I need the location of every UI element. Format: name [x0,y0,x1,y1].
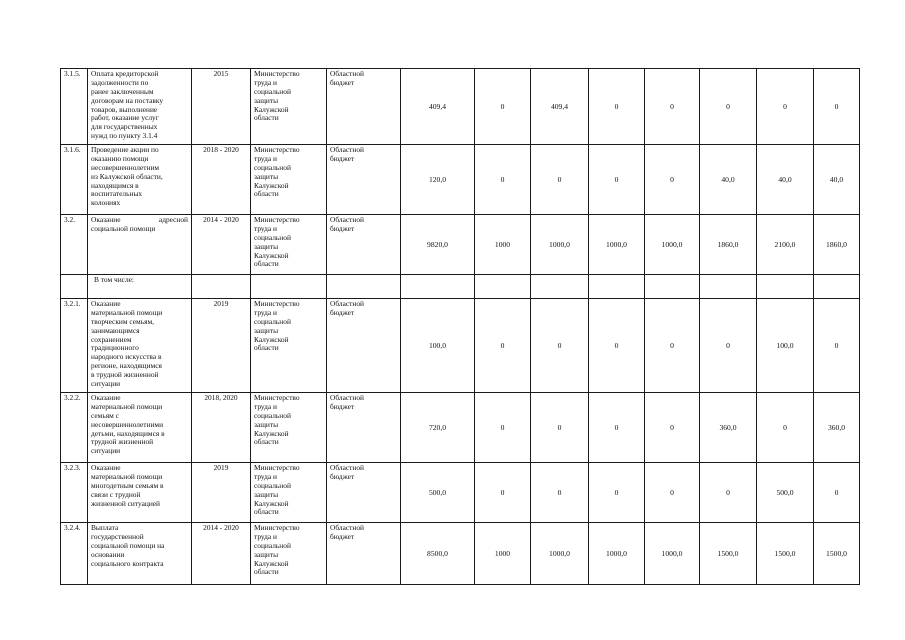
row-value: 1000,0 [531,215,589,275]
row-value: 0 [475,463,531,523]
row-funding-source: Областной бюджет [327,69,401,145]
row-value: 0 [475,299,531,393]
row-value-total: 120,0 [401,145,475,215]
row-code: 3.2.4. [61,523,88,585]
row-years: 2018, 2020 [192,393,251,463]
row-value: 0 [814,463,860,523]
row-funding-source: Областной бюджет [327,463,401,523]
row-value: 0 [589,393,645,463]
table-row [61,145,860,215]
row-code: 3.1.5. [61,69,88,145]
row-funding-source: Областной бюджет [327,523,401,585]
row-value-total: 9820,0 [401,215,475,275]
row-value: 0 [645,463,700,523]
table-row [61,393,860,463]
row-value: 0 [531,393,589,463]
row-value: 0 [475,393,531,463]
row-value: 0 [589,69,645,145]
table-row [61,463,860,523]
row-value-total: 100,0 [401,299,475,393]
empty-cell [61,275,88,299]
row-value: 100,0 [757,299,814,393]
row-value: 0 [645,69,700,145]
row-code: 3.2. [61,215,88,275]
row-value-total: 409,4 [401,69,475,145]
row-description: Оказание материальной помощи творческим семьям, занимающимся сохранением традиционного народного искусства в регионе, находящимся в трудной жизненной ситуации [88,299,192,393]
row-ministry: Министерство труда и социальной защиты Калужской области [251,69,327,145]
row-value: 0 [757,69,814,145]
row-code: 3.1.6. [61,145,88,215]
row-description: Оказание материальной помощи семьям с несовершеннолетними детьми, находящимся в трудной жизненной ситуации [88,393,192,463]
row-value: 500,0 [757,463,814,523]
row-value: 1000 [475,523,531,585]
table-row [61,299,860,393]
row-value: 1000,0 [645,523,700,585]
table-row [61,69,860,145]
empty-cell [645,275,700,299]
row-value: 1000,0 [645,215,700,275]
row-value: 0 [700,463,757,523]
row-value: 0 [589,299,645,393]
row-funding-source: Областной бюджет [327,299,401,393]
row-description: Оплата кредиторской задолженности по ранее заключенным договорам на поставку товаров, выполнение работ, оказание услуг для государственных нужд по пункту 3.1.4 [88,69,192,145]
subheader-label: В том числе: [88,275,192,299]
row-value: 0 [531,145,589,215]
row-value: 0 [645,299,700,393]
row-value-total: 500,0 [401,463,475,523]
row-years: 2019 [192,299,251,393]
row-value: 360,0 [814,393,860,463]
row-value-total: 8500,0 [401,523,475,585]
row-value: 0 [589,145,645,215]
row-value: 0 [589,463,645,523]
empty-cell [814,275,860,299]
row-value: 40,0 [700,145,757,215]
table-row-subheader [61,275,860,299]
row-value: 409,4 [531,69,589,145]
row-years: 2018 - 2020 [192,145,251,215]
table-body [61,69,860,585]
program-table [60,68,860,585]
row-value: 1500,0 [700,523,757,585]
empty-cell [251,275,327,299]
row-value: 1000,0 [589,523,645,585]
row-code: 3.2.1. [61,299,88,393]
row-ministry: Министерство труда и социальной защиты Калужской области [251,463,327,523]
row-value: 360,0 [700,393,757,463]
row-description: Оказание адресной социальной помощи [88,215,192,275]
empty-cell [589,275,645,299]
row-value: 1500,0 [814,523,860,585]
row-value: 1860,0 [814,215,860,275]
empty-cell [757,275,814,299]
empty-cell [475,275,531,299]
row-years: 2014 - 2020 [192,523,251,585]
table-row [61,523,860,585]
row-value: 0 [700,299,757,393]
row-value: 1000 [475,215,531,275]
row-code: 3.2.2. [61,393,88,463]
row-value: 0 [531,463,589,523]
row-value: 0 [475,145,531,215]
row-value: 40,0 [814,145,860,215]
empty-cell [327,275,401,299]
row-description: Оказание материальной помощи многодетным семьям в связи с трудной жизненной ситуацией [88,463,192,523]
row-value: 0 [814,69,860,145]
row-value: 1860,0 [700,215,757,275]
table-row [61,215,860,275]
row-value: 0 [645,393,700,463]
row-value: 0 [531,299,589,393]
row-ministry: Министерство труда и социальной защиты Калужской области [251,145,327,215]
row-ministry: Министерство труда и социальной защиты Калужской области [251,523,327,585]
row-ministry: Министерство труда и социальной защиты Калужской области [251,215,327,275]
empty-cell [531,275,589,299]
row-years: 2015 [192,69,251,145]
row-value: 0 [475,69,531,145]
row-ministry: Министерство труда и социальной защиты Калужской области [251,393,327,463]
row-value: 0 [814,299,860,393]
row-value: 1500,0 [757,523,814,585]
empty-cell [401,275,475,299]
row-value: 1000,0 [531,523,589,585]
empty-cell [700,275,757,299]
row-funding-source: Областной бюджет [327,145,401,215]
row-value: 2100,0 [757,215,814,275]
row-funding-source: Областной бюджет [327,393,401,463]
row-ministry: Министерство труда и социальной защиты Калужской области [251,299,327,393]
row-value: 1000,0 [589,215,645,275]
row-years: 2019 [192,463,251,523]
row-value: 0 [645,145,700,215]
row-funding-source: Областной бюджет [327,215,401,275]
row-value-total: 720,0 [401,393,475,463]
row-value: 0 [757,393,814,463]
row-description: Выплата государственной социальной помощи на основании социального контракта [88,523,192,585]
empty-cell [192,275,251,299]
row-value: 40,0 [757,145,814,215]
row-description: Проведение акции по оказанию помощи несовершеннолетним из Калужской области, находящимся в воспитательных колониях [88,145,192,215]
row-years: 2014 - 2020 [192,215,251,275]
row-value: 0 [700,69,757,145]
row-code: 3.2.3. [61,463,88,523]
